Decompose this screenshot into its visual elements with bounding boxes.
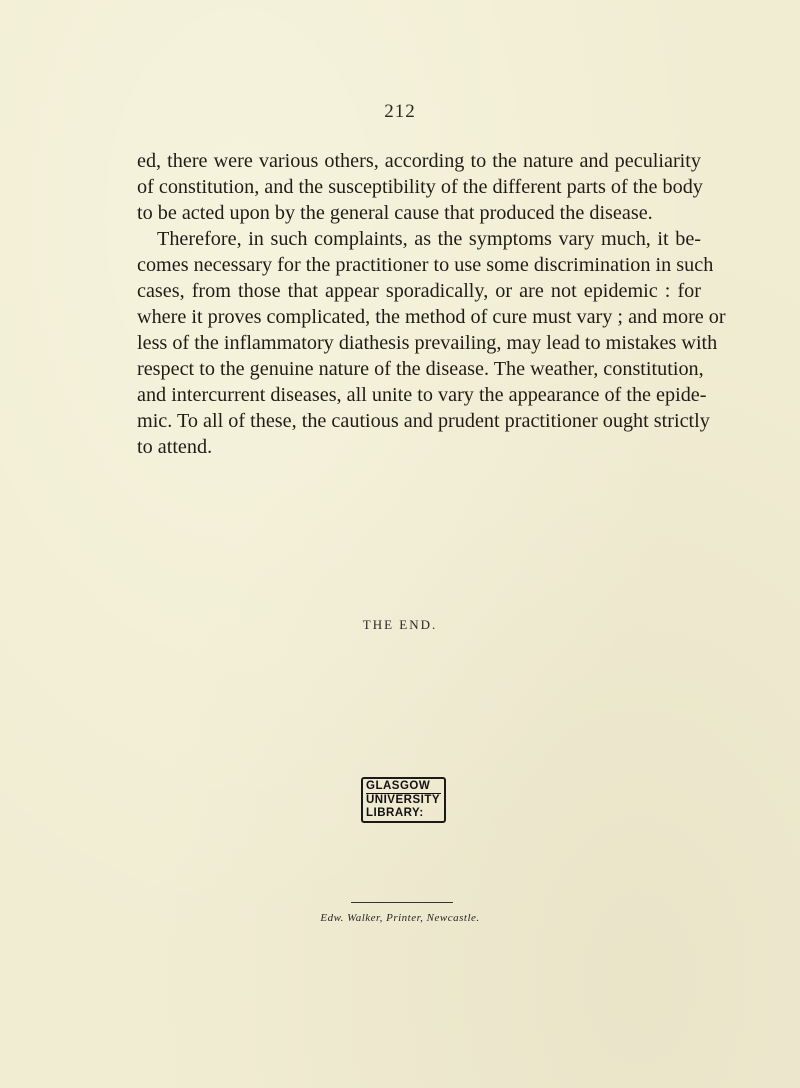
text-line: cases, from those that appear sporadically, or are not epidemic : for — [137, 280, 701, 302]
stamp-line: UNIVERSITY — [366, 794, 441, 806]
text-line: ed, there were various others, according to the nature and peculiarity — [137, 150, 701, 172]
page-number: 212 — [384, 101, 416, 122]
text-line: of constitution, and the susceptibility of the different parts of the body — [137, 176, 703, 198]
text-line: Therefore, in such complaints, as the symptoms vary much, it be- — [157, 228, 701, 250]
text-line: comes necessary for the practitioner to use some discrimination in such — [137, 254, 714, 276]
text-line: and intercurrent diseases, all unite to vary the appearance of the epide- — [137, 384, 707, 406]
text-line: less of the inflammatory diathesis prevailing, may lead to mistakes with — [137, 332, 718, 354]
text-line: to be acted upon by the general cause that produced the disease. — [137, 202, 653, 224]
text-line: to attend. — [137, 436, 213, 458]
text-line: where it proves complicated, the method of cure must vary ; and more or — [137, 306, 726, 328]
stamp-line: LIBRARY: — [366, 807, 424, 819]
the-end-heading: THE END. — [362, 617, 438, 632]
divider-rule — [351, 902, 453, 903]
body-text — [137, 148, 726, 460]
text-line: respect to the genuine nature of the disease. The weather, constitution, — [137, 358, 704, 380]
library-stamp — [361, 777, 446, 823]
stamp-line: GLASGOW — [366, 780, 441, 794]
text-line: mic. To all of these, the cautious and prudent practitioner ought strictly — [137, 410, 710, 432]
printer-imprint: Edw. Walker, Printer, Newcastle. — [320, 912, 480, 924]
